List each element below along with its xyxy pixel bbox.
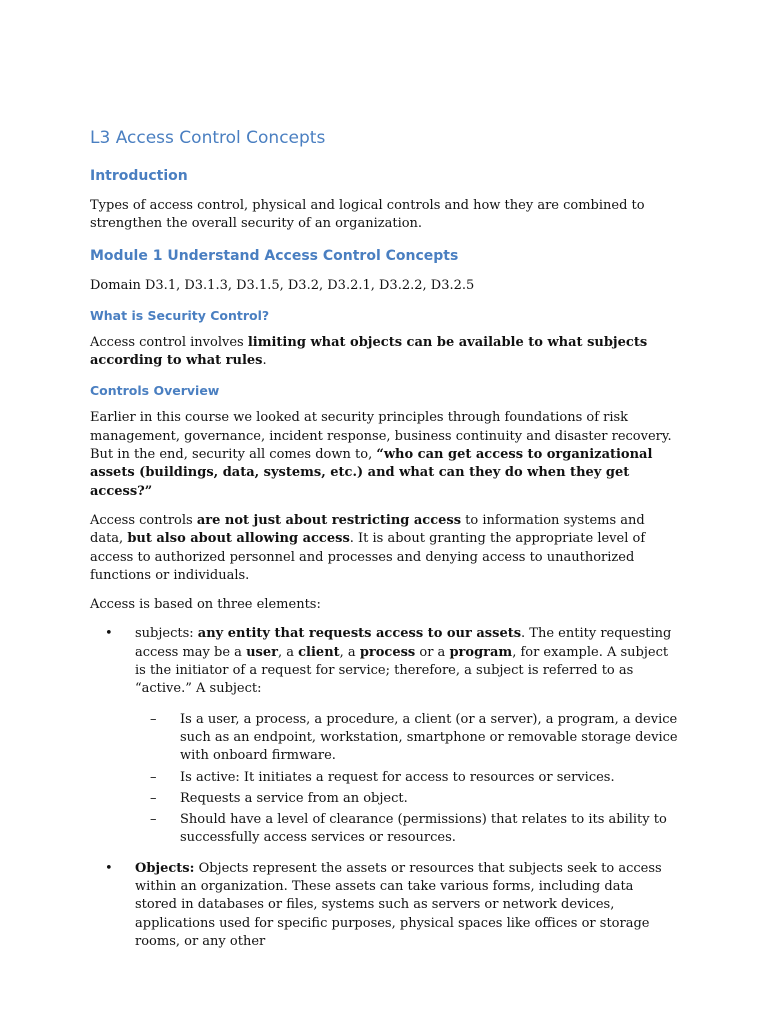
introduction-heading: Introduction bbox=[90, 168, 188, 184]
introduction-paragraph: Types of access control, physical and logical controls and how they are combined to strengthen the overall security of an organization. bbox=[90, 198, 645, 232]
domain-paragraph: Domain D3.1, D3.1.3, D3.1.5, D3.2, D3.2.1, D3.2.2, D3.2.5 bbox=[90, 277, 475, 293]
objects-list-item: • Objects: Objects represent the assets or resources that subjects seek to access within an organization. These assets can take various forms, including data stored in databases or files, systems such as servers or network devices, applications used for specific purposes, physical spaces like offices or storage rooms, or any other bbox=[90, 860, 678, 951]
subjects-list-item: • subjects: any entity that requests access to our assets. The entity requesting access may be a user, a client, a process or a program, for example. A subject is the initiator of a request for service; therefore, a subject is referred to as “active.” A subject: – Is a user, a process, a procedure, a client (or a server), a program, a device such as an endpoint, workstation, smartphone or removable storage device with onboard firmware. – Is active: It initiates a request for access to resources or services. – Requests a service from an object. – Should have a level of clearance (permissions) that relates to its ability to successfully access services or resources. bbox=[90, 625, 678, 847]
subject-property-item: – Should have a level of clearance (permissions) that relates to its ability to successfully access services or resources. bbox=[135, 811, 678, 848]
subject-properties-list bbox=[135, 711, 678, 848]
overview-paragraph-2: Access controls are not just about restricting access to information systems and data, but also about allowing access. It is about granting the appropriate level of access to authorized personnel and processes and denying access to unauthorized functions or individuals. bbox=[90, 512, 646, 583]
what-is-security-control-heading: What is Security Control? bbox=[90, 307, 270, 323]
subject-property-item: – Requests a service from an object. bbox=[135, 790, 678, 808]
document-title: L3 Access Control Concepts bbox=[90, 128, 326, 148]
elements-list bbox=[90, 625, 678, 951]
subject-property-item: – Is a user, a process, a procedure, a client (or a server), a program, a device such as an endpoint, workstation, smartphone or removable storage device with onboard firmware. bbox=[135, 711, 678, 766]
subject-property-item: – Is active: It initiates a request for access to resources or services. bbox=[135, 769, 678, 787]
module-heading: Module 1 Understand Access Control Concepts bbox=[90, 247, 459, 264]
access-control-definition: Access control involves limiting what objects can be available to what subjects according to what rules. bbox=[90, 334, 648, 369]
elements-intro: Access is based on three elements: bbox=[90, 597, 321, 613]
overview-paragraph-1: Earlier in this course we looked at security principles through foundations of risk management, governance, incident response, business continuity and disaster recovery. But in the end, security all comes down to, “who can get access to organizational assets (buildings, data, systems, etc.) and what can they do when they get access?” bbox=[90, 410, 672, 499]
controls-overview-heading: Controls Overview bbox=[90, 383, 220, 399]
